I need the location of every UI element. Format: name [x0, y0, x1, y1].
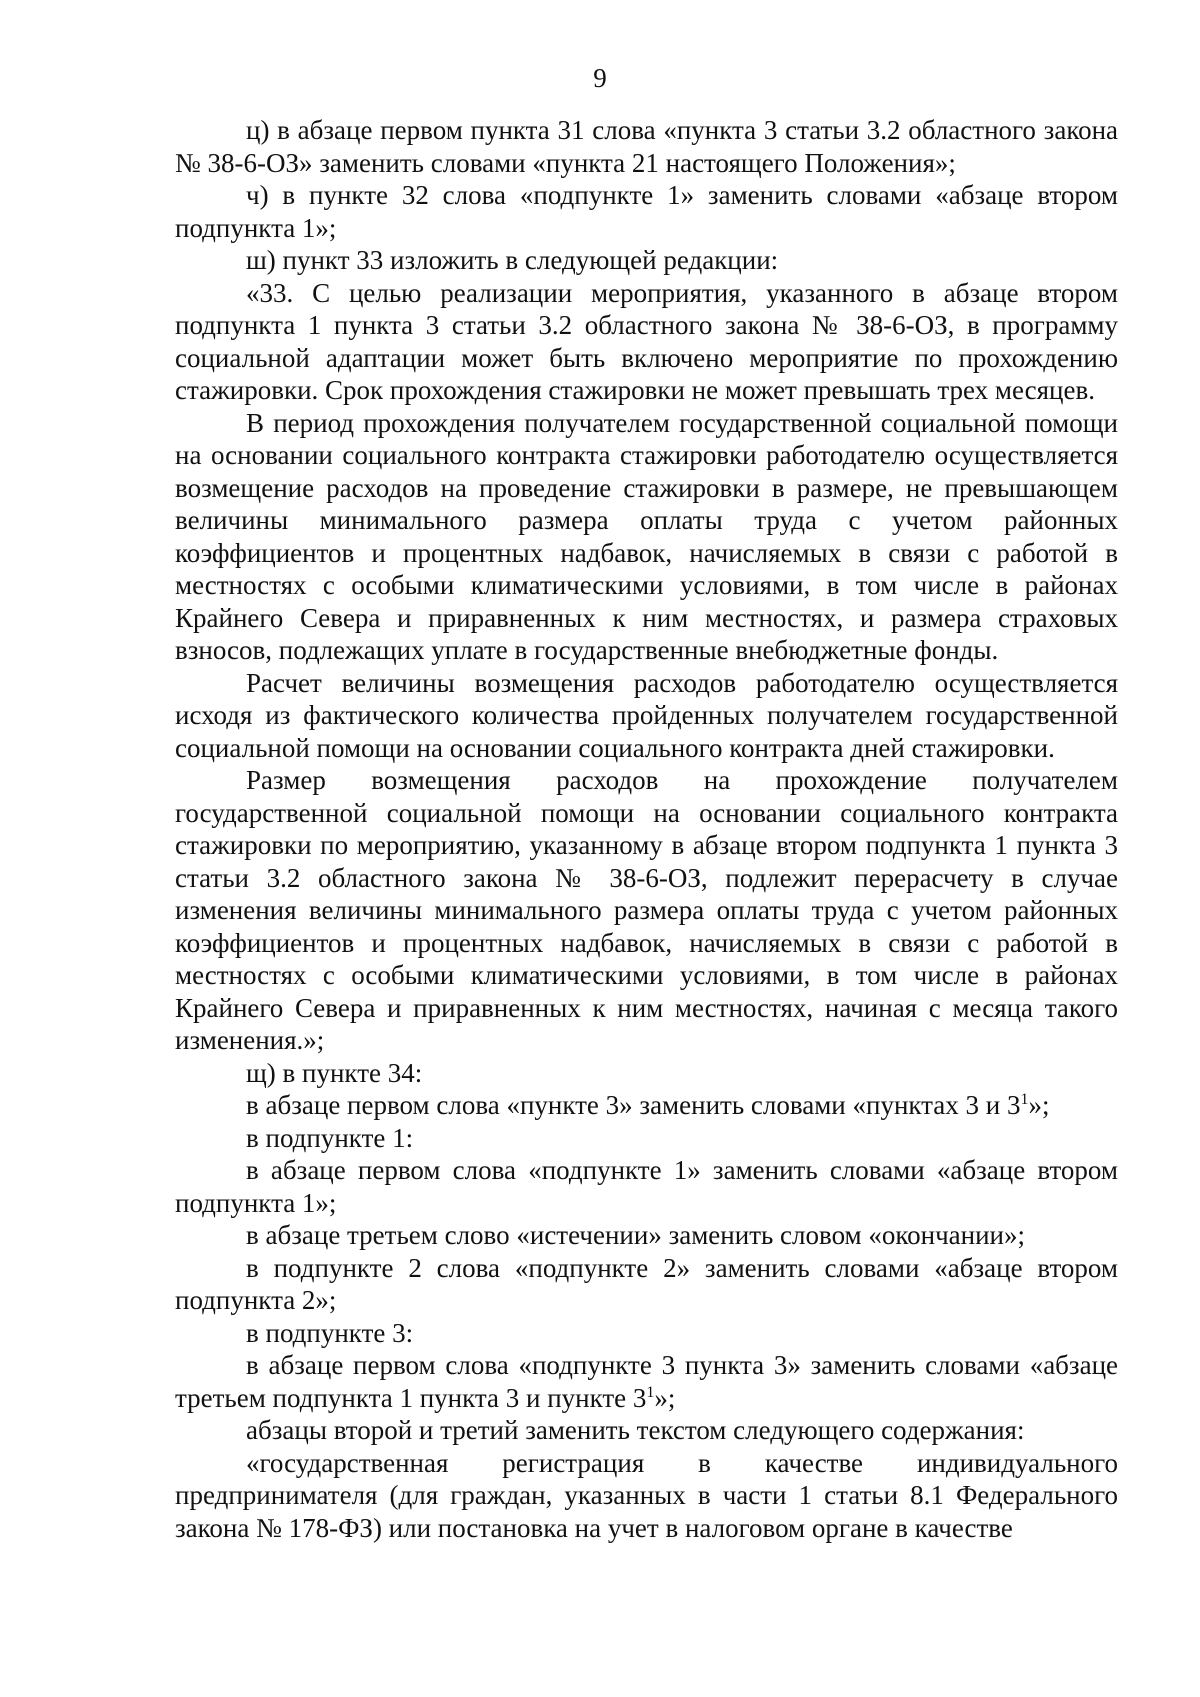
- superscript: 1: [1020, 1091, 1029, 1108]
- paragraph-subitem-1-first: в абзаце первом слова «подпункте 1» заменить словами «абзаце втором подпункта 1»;: [175, 1155, 1118, 1218]
- paragraph-subitem-1: в подпункте 1:: [246, 1122, 414, 1153]
- paragraph-compensation-calculation: Расчет величины возмещения расходов работодателю осуществляется исходя из фактического количества пройденных получателем государственной социальной помощи на основании социального контракта дней стажировки.: [175, 667, 1118, 763]
- paragraph-replace-second-third: абзацы второй и третий заменить текстом следующего содержания:: [246, 1415, 1025, 1445]
- paragraph-compensation-recalculation: Размер возмещения расходов на прохождение получателем государственной социальной помощи на основании социального контракта стажировки по мероприятию, указанному в абзаце втором подпункта 1 пункта 3 статьи 3.2 областного закона № 38-6-ОЗ, подлежит перерасчету в случае изменения величины минимального размера оплаты труда с учетом районных коэффициентов и процентных надбавок, начисляемых в связи с работой в местностях с особыми климатическими условиями, в том числе в районах Крайнего Севера и приравненных к ним местностях, начиная с месяца такого изменения.»;: [175, 765, 1118, 1055]
- paragraph-subitem-2: в подпункте 2 слова «подпункте 2» заменить словами «абзаце втором подпункта 2»;: [175, 1252, 1118, 1315]
- paragraph-tail: »;: [1028, 1090, 1050, 1120]
- paragraph-internship-compensation: В период прохождения получателем государственной социальной помощи на основании социального контракта стажировки работодателю осуществляется возмещение расходов на проведение стажировки в размере, не превышающем величины минимального размера оплаты труда с учетом районных коэффициентов и процентных надбавок, начисляемых в связи с работой в местностях с особыми климатическими условиями, в том числе в районах Крайнего Севера и приравненных к ним местностях, и размера страховых взносов, подлежащих уплате в государственные внебюджетные фонды.: [175, 407, 1118, 665]
- paragraph-text: в абзаце первом слова «подпункте 3 пункта 3» заменить словами «абзаце третьем подпункта 1 пункта 3 и пункте 3: [175, 1350, 1118, 1413]
- paragraph-p34-first-abzats: [175, 1089, 1118, 1122]
- paragraph-item-shch: щ) в пункте 34:: [246, 1057, 423, 1088]
- document-body: [175, 114, 1118, 1544]
- paragraph-clause-33: «33. С целью реализации мероприятия, указанного в абзаце втором подпункта 1 пункта 3 статьи 3.2 областного закона № 38-6-ОЗ, в программу социальной адаптации может быть включено мероприятие по прохождению стажировки. Срок прохождения стажировки не может превышать трех месяцев.: [175, 277, 1118, 405]
- paragraph-tail: »;: [654, 1382, 676, 1413]
- paragraph-item-ch: ч) в пункте 32 слова «подпункте 1» заменить словами «абзаце втором подпункта 1»;: [175, 180, 1118, 243]
- superscript: 1: [646, 1383, 655, 1401]
- paragraph-subitem-1-third: в абзаце третьем слово «истечении» заменить словом «окончании»;: [246, 1220, 1026, 1250]
- paragraph-item-ts: ц) в абзаце первом пункта 31 слова «пункта 3 статьи 3.2 областного закона № 38-6-ОЗ» заменить словами «пункта 21 настоящего Положения»;: [175, 115, 1118, 178]
- paragraph-text: в абзаце первом слова «пункте 3» заменить словами «пунктах 3 и 3: [246, 1090, 1021, 1120]
- paragraph-state-registration: «государственная регистрация в качестве индивидуального предпринимателя (для граждан, указанных в части 1 статьи 8.1 Федерального закона № 178-ФЗ) или постановка на учет в налоговом органе в качестве: [175, 1447, 1118, 1543]
- page-number: 9: [593, 63, 607, 93]
- paragraph-subitem-3-first: [175, 1349, 1118, 1414]
- paragraph-item-sh: ш) пункт 33 изложить в следующей редакции:: [246, 245, 779, 275]
- paragraph-subitem-3: в подпункте 3:: [246, 1317, 414, 1348]
